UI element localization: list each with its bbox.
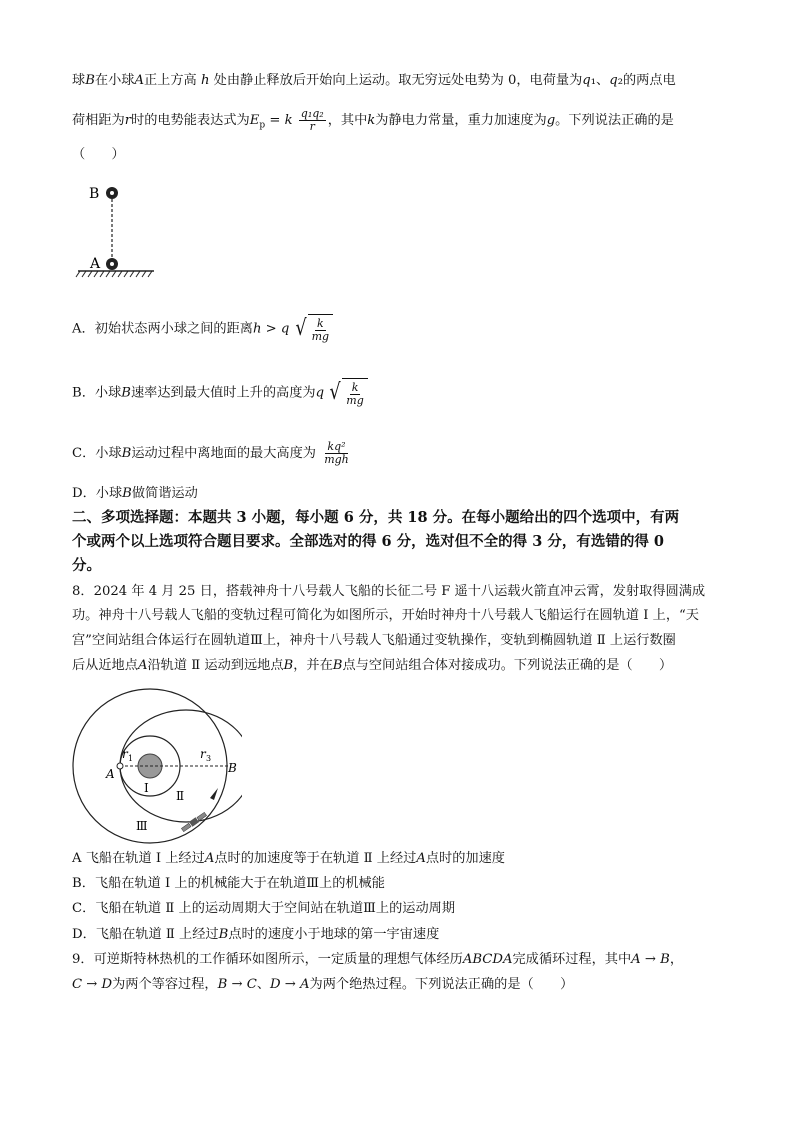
text: ，并在 xyxy=(293,658,333,673)
frac-denominator: mg xyxy=(311,330,330,343)
q8-stem-line-4 xyxy=(72,657,672,675)
label-r1-sub: 1 xyxy=(128,754,134,763)
var: B xyxy=(122,486,132,501)
var: A xyxy=(204,851,215,866)
q7-stem-line-1 xyxy=(72,72,676,90)
var: k xyxy=(367,113,376,128)
var: D → A xyxy=(270,977,310,992)
q8-option-b: B．飞船在轨道 Ⅰ 上的机械能大于在轨道Ⅲ上的机械能 xyxy=(72,876,385,891)
text: ₂的两点电 xyxy=(617,73,676,88)
var: B xyxy=(85,73,95,88)
ball-a-highlight xyxy=(110,262,114,266)
text: 为两个绝热过程。下列说法正确的是（ ） xyxy=(309,977,574,992)
fraction xyxy=(344,382,365,407)
orbit-arrow xyxy=(210,788,218,800)
var: A xyxy=(134,73,144,88)
var: A → B xyxy=(631,952,670,967)
text: D．小球 xyxy=(72,486,123,501)
frac-denominator: mgh xyxy=(324,453,349,466)
text: 运动过程中离地面的最大高度为 xyxy=(131,446,316,461)
var: g xyxy=(546,113,556,128)
radical: √ xyxy=(294,316,307,341)
text: 9．可逆斯特林热机的工作循环如图所示，一定质量的理想气体经历 xyxy=(72,952,463,967)
text: 做简谐运动 xyxy=(131,486,198,501)
q8-option-a xyxy=(72,850,505,868)
label-i: Ⅰ xyxy=(144,781,149,795)
var: E xyxy=(249,113,260,128)
text: A 飞船在轨道 Ⅰ 上经过 xyxy=(72,851,205,866)
var: q xyxy=(582,73,591,88)
text: ₁、 xyxy=(590,73,610,88)
var: r xyxy=(124,113,132,128)
point-a-marker xyxy=(117,763,123,769)
label-r3-sub: 3 xyxy=(206,754,212,763)
text: 。下列说法正确的是 xyxy=(555,113,674,128)
frac-numerator: kq² xyxy=(327,440,346,453)
text: 时的电势能表达式为 xyxy=(131,113,250,128)
text: 速率达到最大值时上升的高度为 xyxy=(130,385,316,401)
label-iii: Ⅲ xyxy=(136,819,148,833)
radical: √ xyxy=(329,380,341,405)
sqrt xyxy=(294,314,334,344)
text: 后从近地点 xyxy=(72,658,138,673)
text: D．飞船在轨道 Ⅱ 上经过 xyxy=(72,927,219,942)
q7-option-b xyxy=(72,378,368,408)
var: q xyxy=(609,73,618,88)
frac-numerator: k xyxy=(317,317,324,330)
label-b: B xyxy=(228,761,237,775)
subscript: p xyxy=(259,120,266,131)
text: > xyxy=(261,321,281,337)
q7-figure xyxy=(74,176,164,280)
var: h xyxy=(200,73,210,88)
label-a: A xyxy=(106,767,115,781)
fraction xyxy=(322,441,351,466)
var: q xyxy=(315,385,325,401)
q8-stem-line-1: 8．2024 年 4 月 25 日，搭载神舟十八号载人飞船的长征二号 F 遥十八运载火箭直冲云霄，发射取得圆满成 xyxy=(72,584,706,599)
text: 完成循环过程，其中 xyxy=(512,952,632,967)
var: A xyxy=(416,851,426,866)
var: B xyxy=(218,927,229,942)
var: k xyxy=(284,113,293,128)
var: B xyxy=(121,446,132,461)
text: 为两个等容过程， xyxy=(112,977,218,992)
q8-stem-line-2: 功。神舟十八号载人飞船的变轨过程可简化为如图所示，开始时神舟十八号载人飞船运行在圆轨道 Ⅰ 上，“天 xyxy=(72,608,699,623)
text: 正上方高 xyxy=(143,73,197,88)
text: 球 xyxy=(72,73,86,88)
text: 点时的加速度 xyxy=(425,851,505,866)
text: C．小球 xyxy=(72,446,122,461)
q7-answer-paren: （ ） xyxy=(72,147,125,162)
frac-denominator: mg xyxy=(346,394,364,407)
fraction xyxy=(310,318,331,343)
q8-option-d xyxy=(72,926,439,944)
text: 点时的速度小于地球的第一宇宙速度 xyxy=(228,927,440,942)
var: h xyxy=(252,321,262,337)
ground-hatch xyxy=(76,271,152,277)
frac-denominator: r xyxy=(309,120,315,133)
text: A．初始状态两小球之间的距离 xyxy=(72,321,253,337)
text: ，其中 xyxy=(327,113,368,128)
q9-stem-line-1 xyxy=(72,951,683,969)
label-ii: Ⅱ xyxy=(176,789,185,803)
text: 为静电力常量，重力加速度为 xyxy=(375,113,547,128)
text: 点时的加速度等于在轨道 Ⅱ 上经过 xyxy=(214,851,417,866)
q7-option-c xyxy=(72,441,353,466)
text: 处由静止释放后开始向上运动。取无穷远处电势为 0，电荷量为 xyxy=(213,73,583,88)
section2-line-2: 个或两个以上选项符合题目要求。全部选对的得 6 分，选对但不全的得 3 分，有选错的得 0 xyxy=(72,533,665,550)
section2-line-1: 二、多项选择题：本题共 3 小题，每小题 6 分，共 18 分。在每小题给出的四个选项中，有两 xyxy=(72,509,680,526)
text: 沿轨道 Ⅱ 运动到远地点 xyxy=(147,658,284,673)
fig-label-a: A xyxy=(90,256,101,272)
text: 荷相距为 xyxy=(72,113,125,128)
potential-energy-fraction xyxy=(299,108,326,133)
text: 在小球 xyxy=(94,73,135,88)
var: A xyxy=(137,658,148,673)
text: 、 xyxy=(256,977,271,992)
var: q xyxy=(280,321,290,337)
section2-line-3: 分。 xyxy=(72,557,101,574)
text: = xyxy=(265,113,285,128)
text: 点与空间站组合体对接成功。下列说法正确的是（ ） xyxy=(342,658,673,673)
text: ， xyxy=(669,952,684,967)
q9-stem-line-2 xyxy=(72,976,573,994)
var: ABCDA xyxy=(462,952,513,967)
sqrt-body xyxy=(342,378,367,408)
sqrt xyxy=(328,378,368,408)
text: B．小球 xyxy=(72,385,122,401)
var: B xyxy=(121,385,131,401)
q8-option-c: C．飞船在轨道 Ⅱ 上的运动周期大于空间站在轨道Ⅲ上的运动周期 xyxy=(72,901,456,916)
frac-numerator: k xyxy=(351,381,359,394)
label-r3: r xyxy=(200,747,206,761)
label-r1: r xyxy=(122,747,128,761)
var: C → D xyxy=(72,977,113,992)
ball-b-highlight xyxy=(110,191,114,195)
q7-stem-line-2 xyxy=(72,108,674,135)
q8-orbit-figure xyxy=(70,686,242,844)
var: B → C xyxy=(217,977,257,992)
var: B xyxy=(283,658,294,673)
frac-numerator: q₁q₂ xyxy=(300,107,324,120)
q7-option-a xyxy=(72,314,333,344)
fig-label-b: B xyxy=(89,186,100,202)
q8-stem-line-3: 宫”空间站组合体运行在圆轨道Ⅲ上，神舟十八号载人飞船通过变轨操作，变轨到椭圆轨道 Ⅱ 上运行数圈 xyxy=(72,633,676,648)
sqrt-body xyxy=(308,314,333,344)
q7-option-d xyxy=(72,485,198,503)
var: B xyxy=(332,658,343,673)
